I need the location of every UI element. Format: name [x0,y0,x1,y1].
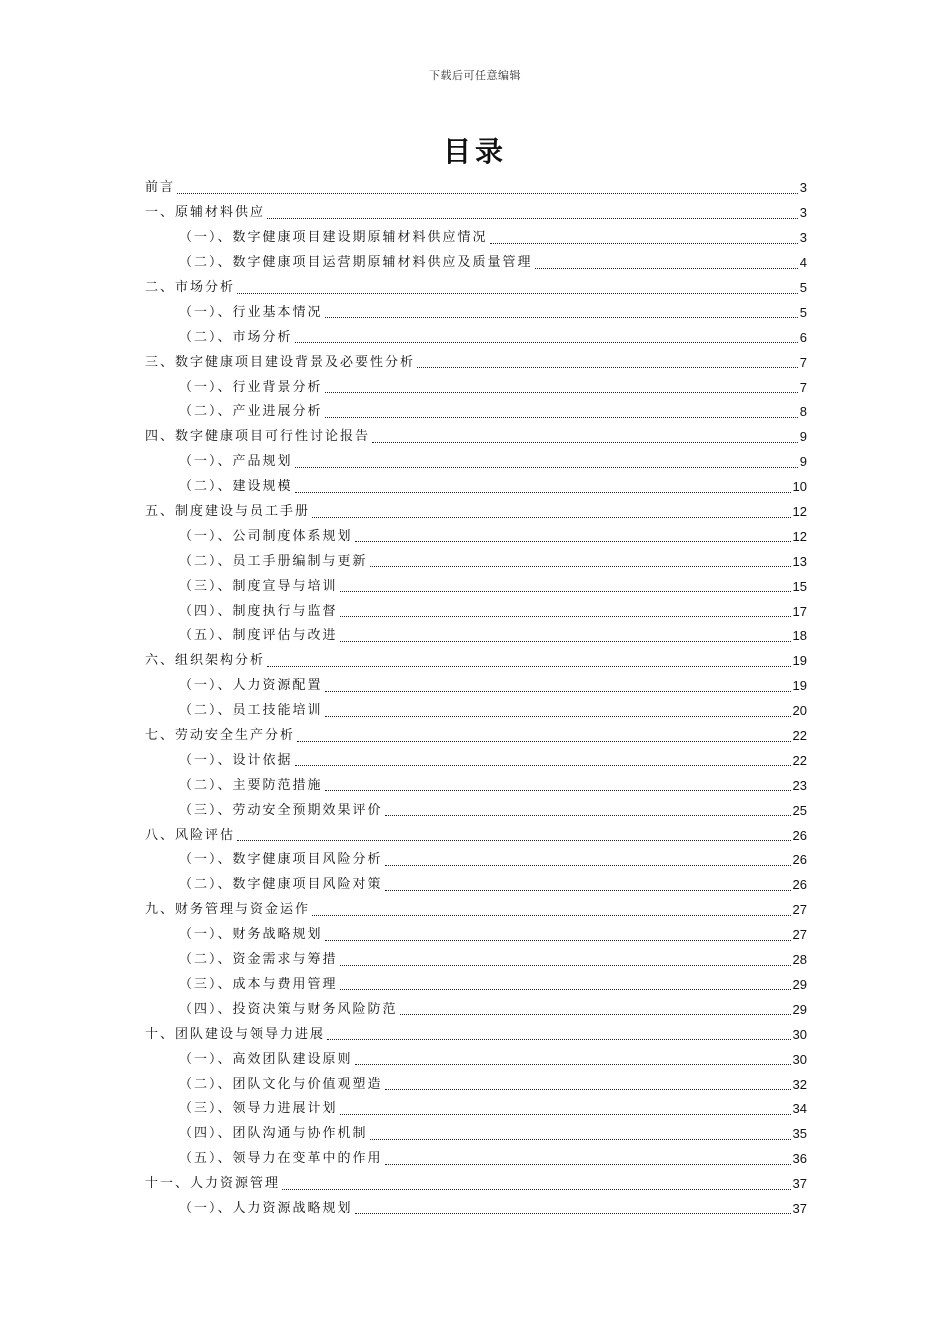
toc-entry[interactable] [145,898,807,923]
toc-dot-leader [267,666,791,667]
toc-entry[interactable] [145,699,807,724]
toc-entry[interactable] [145,226,807,251]
toc-entry[interactable] [145,823,807,848]
toc-dot-leader [417,367,798,368]
toc-dot-leader [340,616,791,617]
toc-dot-leader [355,541,791,542]
toc-dot-leader [312,517,791,518]
toc-dot-leader [282,1189,791,1190]
toc-dot-leader [325,317,798,318]
toc-dot-leader [325,691,791,692]
toc-entry-title: （五）、领导力在变革中的作用 [179,1151,383,1167]
toc-entry-title: （四）、投资决策与财务风险防范 [179,1001,398,1017]
header-note: 下载后可任意编辑 [429,69,521,82]
toc-entry-title: （二）、建设规模 [179,479,293,495]
toc-entry-page-number: 15 [792,578,807,594]
toc-dot-leader [295,492,791,493]
toc-entry[interactable] [145,276,807,301]
toc-dot-leader [237,840,791,841]
toc-entry-title: （二）、产业进展分析 [179,404,323,420]
toc-entry-page-number: 25 [792,802,807,818]
toc-entry-page-number: 22 [792,728,807,744]
toc-dot-leader [370,1139,791,1140]
page-title: 目录 [442,135,507,168]
toc-entry[interactable] [145,201,807,226]
toc-entry-title: （一）、财务战略规划 [179,927,323,943]
toc-entry-title: （二）、团队文化与价值观塑造 [179,1076,383,1092]
toc-entry-title: （二）、数字健康项目风险对策 [179,877,383,893]
toc-dot-leader [355,1213,791,1214]
toc-entry-page-number: 19 [792,678,807,694]
toc-entry-page-number: 37 [792,1200,807,1216]
toc-entry[interactable] [145,798,807,823]
toc-entry-title: 五、制度建设与员工手册 [145,504,311,520]
toc-entry-title: 四、数字健康项目可行性讨论报告 [145,429,371,445]
toc-entry[interactable] [145,524,807,549]
toc-entry-title: （二）、员工手册编制与更新 [179,553,368,569]
toc-entry-page-number: 18 [792,628,807,644]
toc-entry-page-number: 26 [792,852,807,868]
toc-dot-leader [267,218,798,219]
toc-entry-page-number: 17 [792,603,807,619]
toc-dot-leader [295,467,798,468]
toc-entry-page-number: 30 [792,1051,807,1067]
toc-entry-page-number: 32 [792,1076,807,1092]
toc-entry-page-number: 26 [792,827,807,843]
toc-entry-title: （一）、人力资源配置 [179,678,323,694]
toc-entry-title: 七、劳动安全生产分析 [145,728,296,744]
toc-dot-leader [370,566,791,567]
toc-entry[interactable] [145,251,807,276]
toc-entry[interactable] [145,1172,807,1197]
toc-dot-leader [312,915,791,916]
toc-entry-page-number: 22 [792,752,807,768]
toc-entry-page-number: 29 [792,976,807,992]
toc-entry-title: （一）、公司制度体系规划 [179,528,353,544]
toc-entry[interactable] [145,375,807,400]
toc-entry[interactable] [145,674,807,699]
toc-entry-title: 前言 [145,180,176,196]
toc-entry-title: （一）、人力资源战略规划 [179,1200,353,1216]
toc-dot-leader [340,641,791,642]
toc-entry-title: （一）、行业背景分析 [179,379,323,395]
toc-entry-page-number: 12 [792,528,807,544]
toc-entry-title: （二）、主要防范措施 [179,777,323,793]
toc-entry-title: 十、团队建设与领导力进展 [145,1026,326,1042]
toc-entry-page-number: 6 [799,329,807,345]
toc-entry-title: 六、组织架构分析 [145,653,266,669]
toc-entry[interactable] [145,649,807,674]
toc-entry[interactable] [145,1147,807,1172]
toc-dot-leader [372,442,798,443]
toc-entry[interactable] [145,848,807,873]
toc-entry-title: 九、财务管理与资金运作 [145,902,311,918]
toc-entry-title: 一、原辅材料供应 [145,205,266,221]
toc-dot-leader [340,989,791,990]
toc-entry-title: （四）、制度执行与监督 [179,603,338,619]
toc-entry-page-number: 5 [799,280,807,295]
toc-dot-leader [177,193,798,194]
toc-entry[interactable] [145,748,807,773]
toc-dot-leader [295,342,798,343]
toc-entry-page-number: 7 [799,354,807,370]
toc-entry-page-number: 27 [792,902,807,918]
toc-entry-page-number: 37 [792,1176,807,1192]
toc-entry-title: （一）、高效团队建设原则 [179,1051,353,1067]
toc-entry-page-number: 30 [792,1026,807,1042]
toc-entry-page-number: 7 [799,379,807,395]
toc-entry-page-number: 34 [792,1101,807,1117]
toc-dot-leader [325,940,791,941]
toc-entry-title: （四）、团队沟通与协作机制 [179,1126,368,1142]
toc-dot-leader [385,815,791,816]
toc-entry-page-number: 3 [799,180,807,196]
toc-entry[interactable] [145,724,807,749]
toc-entry-title: （五）、制度评估与改进 [179,628,338,644]
table-of-contents [145,176,807,1221]
toc-entry-title: 十一、人力资源管理 [145,1176,281,1192]
toc-dot-leader [385,1164,791,1165]
toc-entry-title: （二）、数字健康项目运营期原辅材料供应及质量管理 [179,255,533,271]
toc-dot-leader [237,293,798,294]
toc-entry-title: （三）、劳动安全预期效果评价 [179,802,383,818]
toc-entry[interactable] [145,1122,807,1147]
toc-entry-title: （一）、数字健康项目建设期原辅材料供应情况 [179,230,488,246]
toc-dot-leader [400,1014,791,1015]
toc-entry-page-number: 3 [799,205,807,221]
toc-entry-page-number: 12 [792,504,807,520]
toc-dot-leader [385,890,791,891]
toc-entry-title: （一）、行业基本情况 [179,304,323,320]
toc-entry[interactable] [145,1197,807,1222]
toc-entry-page-number: 29 [792,1001,807,1017]
toc-entry-page-number: 36 [792,1151,807,1167]
toc-dot-leader [325,417,798,418]
toc-dot-leader [327,1039,791,1040]
toc-entry[interactable] [145,1022,807,1047]
toc-entry-title: （一）、数字健康项目风险分析 [179,852,383,868]
toc-entry[interactable] [145,773,807,798]
toc-entry-page-number: 20 [792,703,807,719]
toc-dot-leader [295,765,791,766]
toc-entry[interactable] [145,923,807,948]
toc-dot-leader [340,1114,791,1115]
toc-entry-page-number: 8 [799,404,807,420]
toc-entry-title: 三、数字健康项目建设背景及必要性分析 [145,354,416,370]
toc-entry-title: 二、市场分析 [145,280,236,295]
toc-entry[interactable] [145,450,807,475]
toc-dot-leader [325,392,798,393]
toc-entry-page-number: 27 [792,927,807,943]
toc-entry-title: （三）、领导力进展计划 [179,1101,338,1117]
toc-entry[interactable] [145,948,807,973]
toc-entry-page-number: 9 [799,429,807,445]
toc-entry[interactable] [145,325,807,350]
toc-entry[interactable] [145,300,807,325]
toc-entry-title: 八、风险评估 [145,827,236,843]
toc-entry-page-number: 10 [792,479,807,495]
toc-entry-page-number: 19 [792,653,807,669]
toc-dot-leader [535,268,798,269]
toc-entry-title: （二）、资金需求与筹措 [179,952,338,968]
toc-entry[interactable] [145,425,807,450]
toc-entry[interactable] [145,400,807,425]
toc-entry-title: （一）、产品规划 [179,454,293,470]
toc-entry[interactable] [145,1072,807,1097]
toc-entry-title: （三）、成本与费用管理 [179,976,338,992]
toc-entry-page-number: 13 [792,553,807,569]
toc-dot-leader [340,591,791,592]
toc-entry-page-number: 26 [792,877,807,893]
toc-dot-leader [490,243,798,244]
toc-entry[interactable] [145,873,807,898]
toc-dot-leader [325,716,791,717]
toc-entry-title: （二）、员工技能培训 [179,703,323,719]
toc-entry[interactable] [145,997,807,1022]
toc-entry[interactable] [145,176,807,201]
toc-dot-leader [297,741,791,742]
toc-entry[interactable] [145,599,807,624]
toc-dot-leader [325,790,791,791]
toc-entry[interactable] [145,1047,807,1072]
toc-entry-page-number: 5 [799,304,807,320]
toc-entry[interactable] [145,624,807,649]
toc-entry-page-number: 28 [792,952,807,968]
toc-entry-page-number: 23 [792,777,807,793]
toc-entry-title: （三）、制度宣导与培训 [179,578,338,594]
toc-entry-title: （二）、市场分析 [179,329,293,345]
toc-dot-leader [355,1064,791,1065]
toc-entry-page-number: 3 [799,230,807,246]
toc-entry-title: （一）、设计依据 [179,752,293,768]
toc-dot-leader [385,865,791,866]
toc-entry-page-number: 4 [799,255,807,271]
toc-entry[interactable] [145,1097,807,1122]
toc-entry[interactable] [145,574,807,599]
toc-entry-page-number: 35 [792,1126,807,1142]
toc-entry[interactable] [145,475,807,500]
toc-entry[interactable] [145,350,807,375]
toc-entry[interactable] [145,549,807,574]
toc-entry-page-number: 9 [799,454,807,470]
toc-entry[interactable] [145,500,807,525]
toc-dot-leader [385,1089,791,1090]
toc-dot-leader [340,965,791,966]
toc-entry[interactable] [145,973,807,998]
